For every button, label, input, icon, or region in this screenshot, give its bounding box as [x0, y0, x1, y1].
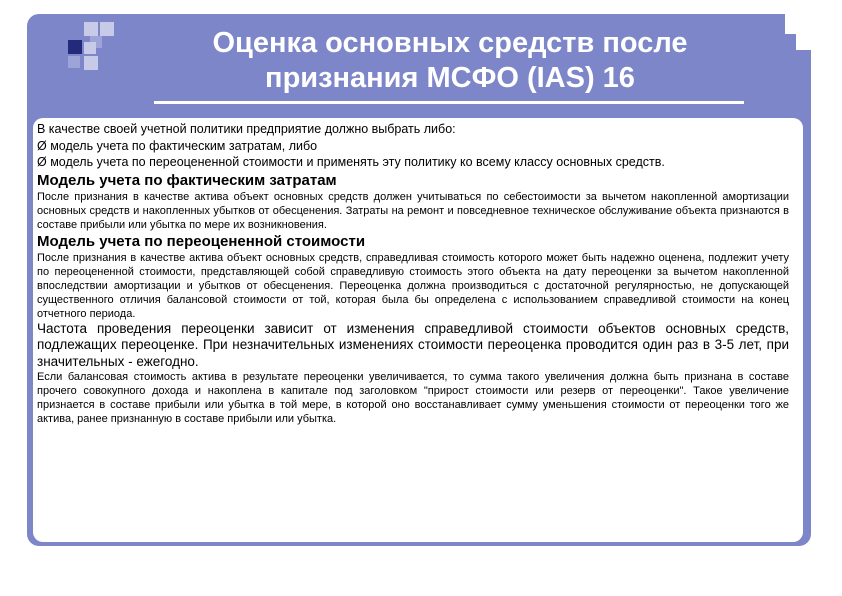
- frame-corner-cutout-2: [796, 14, 822, 50]
- paragraph-revaluation-model: После признания в качестве актива объект основных средств, справедливая стоимость которого может быть надежно оценена, подлежит учету по переоцененной стоимости, представляющей собой справедливую стоимость этого объекта на дату переоценки за вычетом накопленной впоследствии амортизации и убытков от обесценения. Переоценка должна производиться с достаточной регулярностью, не допускающей существенного отличия балансовой стоимости от той, которая была бы определена с использованием справедливой стоимости на конец отчетного периода.: [37, 251, 789, 320]
- slide-title-line-1: Оценка основных средств после: [212, 27, 688, 59]
- title-underline: [154, 101, 744, 104]
- bullet-arrow-icon: Ø: [37, 138, 47, 153]
- bullet-arrow-icon: Ø: [37, 155, 47, 169]
- bullet-revaluation-model: [37, 154, 789, 171]
- slide-title-line-2: признания МСФО (IAS) 16: [265, 62, 635, 94]
- heading-cost-model: Модель учета по фактическим затратам: [37, 171, 337, 189]
- slide-title: [150, 26, 750, 96]
- paragraph-cost-model: После признания в качестве актива объект основных средств должен учитываться по себестоимости за вычетом накопленной амортизации основных средств и накопленных убытков от обесценения. Затраты на ремонт и повседневное техническое обслуживание объекта признаются в составе прибыли или убытка по мере их возникновения.: [37, 190, 789, 231]
- bullet-revaluation-model-text: модель учета по переоцененной стоимости и применять эту политику ко всему классу основных средств.: [46, 155, 665, 169]
- intro-text: В качестве своей учетной политики предприятие должно выбрать либо:: [37, 122, 456, 136]
- intro-block: [37, 121, 789, 171]
- slide-body: [37, 121, 789, 426]
- checker-logo-icon: [66, 22, 118, 72]
- bullet-cost-model-text: модель учета по фактическим затратам, либо: [46, 138, 318, 153]
- bullet-cost-model: [37, 138, 789, 155]
- paragraph-revaluation-frequency: Частота проведения переоценки зависит от изменения справедливой стоимости объектов основных средств, подлежащих переоценке. При незначительных изменениях стоимости переоценка проводится один раз в 3-5 лет, при значительных - ежегодно.: [37, 320, 789, 369]
- heading-revaluation-model: Модель учета по переоцененной стоимости: [37, 232, 366, 250]
- paragraph-revaluation-increase: Если балансовая стоимость актива в результате переоценки увеличивается, то сумма такого увеличения должна быть признана в составе прочего совокупного дохода и накоплена в капитале под заголовком "прирост стоимости или резерв от переоценки". Такое увеличение признается в составе прибыли или убытка в той мере, в которой оно восстанавливает сумму уменьшения стоимости от переоценки того же актива, ранее признанную в составе прибыли или убытка.: [37, 371, 789, 425]
